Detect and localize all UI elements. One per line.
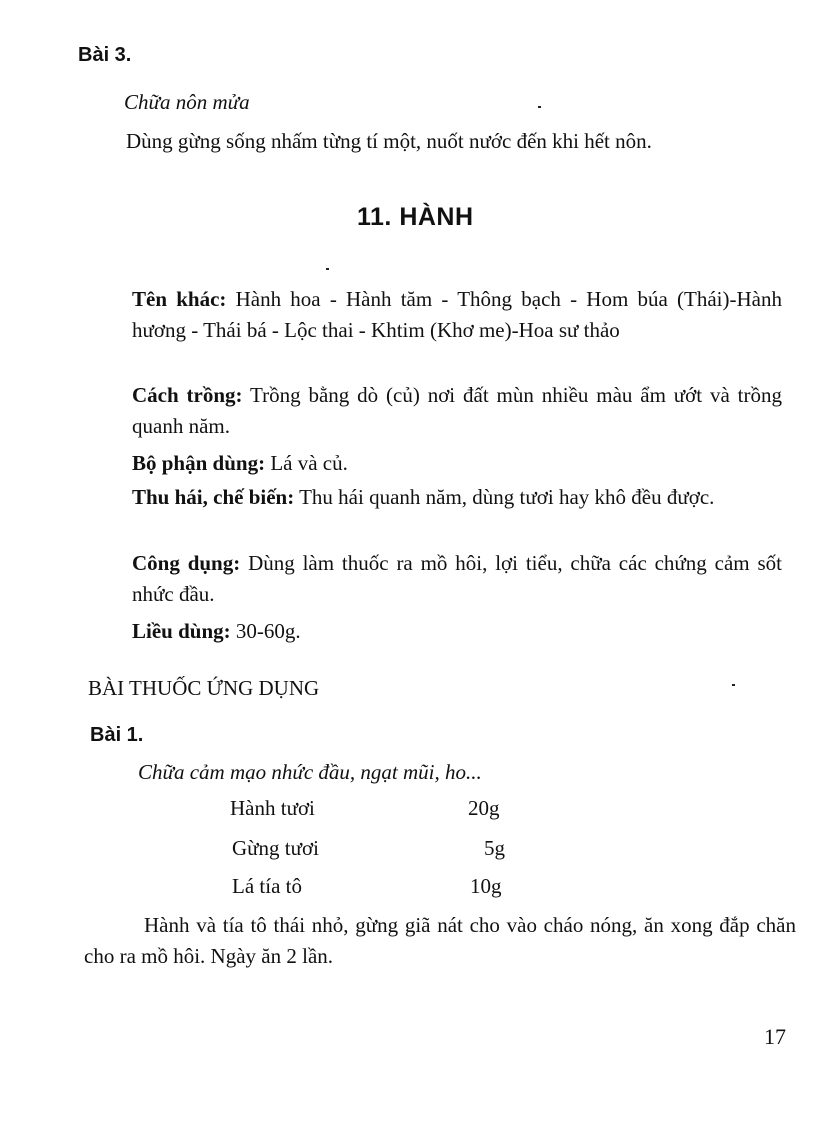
ingredient-name: Lá tía tô xyxy=(232,874,302,898)
remedy-1-instructions: Hành và tía tô thái nhỏ, gừng giã nát cho vào cháo nóng, ăn xong đắp chăn cho ra mồ hôi. Ngày ăn 2 lần. xyxy=(84,913,796,968)
remedy-1-heading: Bài 1. xyxy=(90,724,144,746)
field-value: Hành hoa - Hành tăm - Thông bạch - Hom búa (Thái)-Hành hương - Thái bá - Lộc thai - Khtim (Khơ me)-Hoa sư thảo xyxy=(132,287,782,342)
remedy-1-subtitle: Chữa cảm mạo nhức đầu, ngạt mũi, ho... xyxy=(138,760,482,784)
field-value: Trồng bằng dò (củ) nơi đất mùn nhiều màu ẩm ướt và trồng quanh năm. xyxy=(132,383,783,438)
field-label: Bộ phận dùng: xyxy=(132,451,266,475)
ingredient-amount: 5g xyxy=(484,836,505,860)
remedy-3-text: Dùng gừng sống nhấm từng tí một, nuốt nước đến khi hết nôn. xyxy=(126,129,652,153)
field-label: Tên khác: xyxy=(132,287,227,311)
ingredient-name: Hành tươi xyxy=(230,796,315,820)
page-number: 17 xyxy=(764,1024,786,1049)
field-label: Liều dùng: xyxy=(132,619,231,643)
remedy-3-heading: Bài 3. xyxy=(78,44,132,66)
ingredient-amount: 20g xyxy=(468,796,500,820)
field-label: Cách trồng: xyxy=(132,383,243,407)
section-title: 11. HÀNH xyxy=(357,203,474,231)
speck xyxy=(732,684,735,686)
field-value: 30-60g. xyxy=(230,619,301,643)
speck xyxy=(538,106,541,108)
ingredient-amount: 10g xyxy=(470,874,502,898)
remedy-3-subtitle: Chữa nôn mửa xyxy=(124,90,250,114)
field-label: Công dụng: xyxy=(132,551,241,575)
field-harvest xyxy=(132,482,782,513)
field-label: Thu hái, chế biến: xyxy=(132,485,295,509)
field-other-names xyxy=(132,284,782,346)
field-value: Thu hái quanh năm, dùng tươi hay khô đều được. xyxy=(294,485,715,509)
field-uses xyxy=(132,548,782,610)
field-dosage xyxy=(132,616,782,647)
field-parts-used xyxy=(132,448,782,479)
field-value: Dùng làm thuốc ra mồ hôi, lợi tiểu, chữa các chứng cảm sốt nhức đầu. xyxy=(132,551,782,606)
field-value: Lá và củ. xyxy=(265,451,348,475)
speck xyxy=(326,268,329,270)
ingredient-name: Gừng tươi xyxy=(232,836,319,860)
field-cultivation xyxy=(132,380,782,442)
applications-heading: BÀI THUỐC ỨNG DỤNG xyxy=(88,676,320,700)
